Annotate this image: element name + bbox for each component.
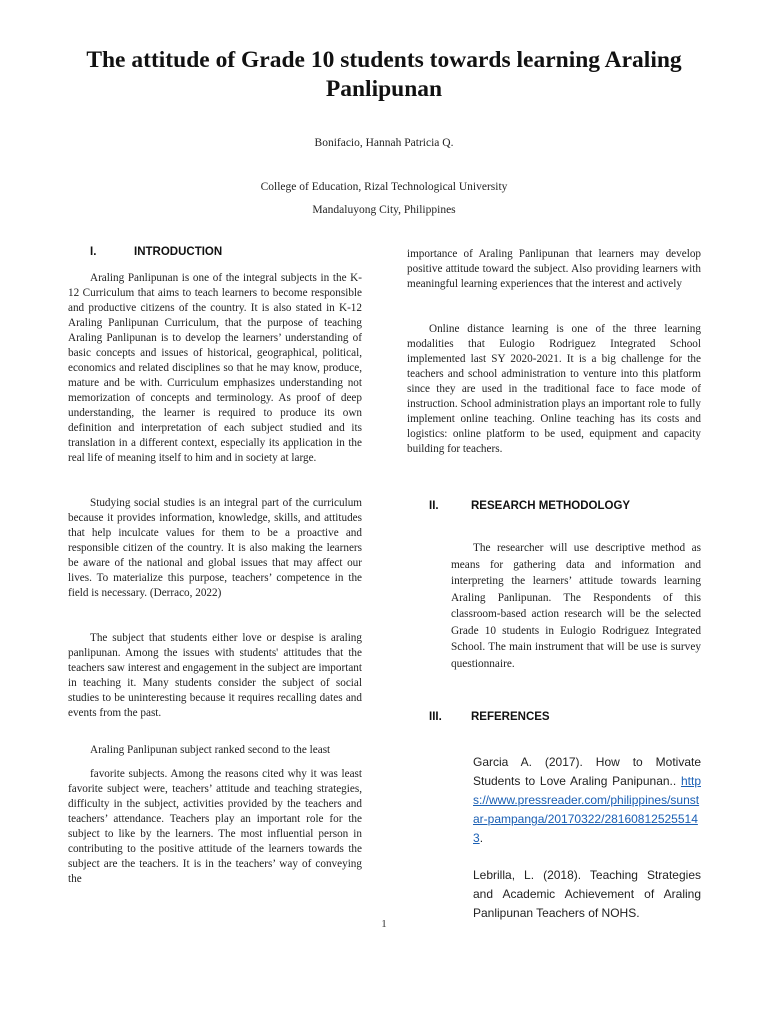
intro-paragraph-5: favorite subjects. Among the reasons cited why it was least favorite subject were, teachers’ attitude and teaching strategies, difficulty in the subject, activities provided by the teachers and teachers’ attendance. Teachers play an important role for the subject to like by the learners. The most influential person in contributing to the positive attitude of the learners towards the subject are the teachers. It is in the teachers’ way of conveying the	[68, 768, 362, 885]
section-heading-references	[407, 710, 701, 725]
intro-paragraph-4: Araling Panlipunan subject ranked second to the least	[90, 744, 331, 756]
intro-paragraph-2: Studying social studies is an integral part of the curriculum because it provides information, knowledge, skills, and attitudes that help inculcate values for them to be a proactive and responsible citizen of the country. It is also making the learners be aware of the national and global issues that may affect our lives. To materialize this purpose, teachers’ competence in the field is necessary. (Derraco, 2022)	[68, 497, 362, 599]
section-title: RESEARCH METHODOLOGY	[471, 500, 631, 512]
section-number: II.	[429, 500, 439, 512]
reference-text: Lebrilla, L. (2018). Teaching Strategies and Academic Achievement of Araling Panlipunan Teachers of NOHS.	[473, 868, 701, 920]
online-learning-paragraph: Online distance learning is one of the three learning modalities that Eulogio Rodriguez Integrated School implemented last SY 2020-2021. It is a big challenge for the teachers and school administration to venture into this platform since they are used in the traditional face to face mode of instruction. School administration plays an important role to fully implement online teaching. Online teaching has its costs and logistics: online platform to be used, equipment and capacity building for teachers.	[407, 323, 701, 455]
section-number: I.	[90, 246, 97, 258]
reference-period: .	[479, 831, 484, 845]
intro-paragraph-1: Araling Panlipunan is one of the integral subjects in the K-12 Curriculum that aims to teach learners to become responsible and productive citizens of the country. It is also stated in K-12 Araling Panlipunan Curriculum, that the purpose of teaching Araling Panlipunan is to develop the learners’ understanding of basic concepts and issues of historical, geographical, political, economics and related disciplines so that he may know, produce, mature and be with. Curriculum emphasizes understanding not memorization of concepts and terminology. As proof of deep understanding, the learner is required to produce its own definition and interpretation of each subject studied and its translation in a different context, especially its application in the real life of meaning itself to him and in society at large.	[68, 272, 362, 464]
intro-paragraph-3: The subject that students either love or despise is araling panlipunan. Among the issues with students' attitudes that the teachers saw interest and engagement in the subject are important in teaching it. Many students consider the subject of social studies to be uninteresting because it requires recalling dates and events from the past.	[68, 632, 362, 719]
reference-link[interactable]: https://www.pressreader.com/philippines/sunstar-pampanga/20170322/281608125255143	[473, 774, 701, 845]
reference-item	[473, 753, 701, 848]
reference-item	[473, 866, 701, 923]
reference-text: Garcia A. (2017). How to Motivate Students to Love Araling Panipunan..	[473, 755, 701, 788]
author-name: Bonifacio, Hannah Patricia Q.	[314, 137, 454, 149]
intro-continuation: importance of Araling Panlipunan that learners may develop positive attitude toward the subject. Also providing learners with meaningful learning experiences that the interest and actively	[407, 248, 701, 290]
methodology-body	[407, 540, 701, 672]
methodology-paragraph: The researcher will use descriptive method as means for gathering data and information and interpreting the learners’ attitude towards learning Araling Panlipunan. The Respondents of this classroom-based action research will be the selected Grade 10 students in Eulogio Rodriguez Integrated School. The main instrument that will be use is survey questionnaire.	[451, 542, 701, 670]
paper-title: The attitude of Grade 10 students towards learning Araling Panlipunan	[86, 47, 682, 102]
section-heading-introduction	[68, 245, 362, 260]
right-column	[407, 247, 701, 923]
section-title: INTRODUCTION	[134, 246, 223, 258]
page-number: 1	[381, 918, 387, 930]
left-column	[68, 245, 362, 887]
section-heading-methodology	[407, 499, 701, 514]
section-number: III.	[429, 711, 442, 723]
section-title: REFERENCES	[471, 711, 550, 723]
references-list	[407, 753, 701, 923]
affiliation-college: College of Education, Rizal Technological University	[260, 181, 508, 193]
affiliation-city: Mandaluyong City, Philippines	[312, 204, 456, 216]
